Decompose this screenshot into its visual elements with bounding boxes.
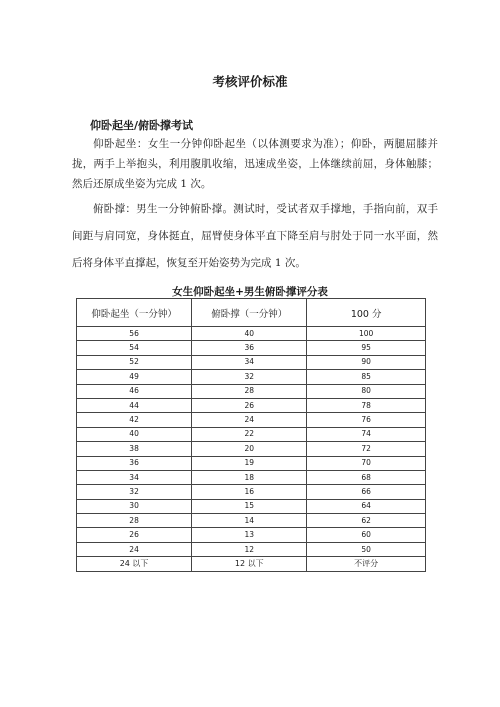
cell-situps: 34 [77, 470, 192, 484]
table-row [77, 514, 426, 528]
cell-score: 78 [307, 398, 426, 412]
cell-pushups: 12 以下 [192, 557, 307, 572]
cell-score: 68 [307, 470, 426, 484]
cell-pushups: 16 [192, 485, 307, 499]
cell-pushups: 34 [192, 355, 307, 369]
cell-pushups: 24 [192, 413, 307, 427]
cell-pushups: 36 [192, 341, 307, 355]
cell-situps: 30 [77, 499, 192, 513]
cell-score: 76 [307, 413, 426, 427]
cell-pushups: 28 [192, 384, 307, 398]
cell-situps: 46 [77, 384, 192, 398]
cell-score: 70 [307, 456, 426, 470]
header-pushups: 俯卧撑（一分钟） [192, 299, 307, 327]
table-row [77, 355, 426, 369]
table-row [77, 456, 426, 470]
cell-pushups: 22 [192, 427, 307, 441]
table-title: 女生仰卧起坐+男生俯卧撑评分表 [172, 286, 328, 298]
cell-score: 74 [307, 427, 426, 441]
table-row [77, 470, 426, 484]
cell-pushups: 26 [192, 398, 307, 412]
cell-situps: 54 [77, 341, 192, 355]
header-situps: 仰卧起坐（一分钟） [77, 299, 192, 327]
cell-situps: 56 [77, 327, 192, 341]
score-table [76, 298, 426, 572]
cell-pushups: 19 [192, 456, 307, 470]
table-row [77, 341, 426, 355]
cell-situps: 42 [77, 413, 192, 427]
cell-score: 72 [307, 442, 426, 456]
cell-situps: 49 [77, 370, 192, 384]
cell-pushups: 15 [192, 499, 307, 513]
cell-situps: 52 [77, 355, 192, 369]
table-row [77, 398, 426, 412]
cell-situps: 44 [77, 398, 192, 412]
table-row [77, 327, 426, 341]
score-table-body [77, 327, 426, 572]
table-row [77, 413, 426, 427]
cell-situps: 36 [77, 456, 192, 470]
cell-pushups: 32 [192, 370, 307, 384]
cell-situps: 40 [77, 427, 192, 441]
cell-score: 不评分 [307, 557, 426, 572]
pushup-description: 俯卧撑：男生一分钟俯卧撑。测试时，受试者双手撑地，手指向前，双手间距与肩同宽，身体挺直，屈臂使身体平直下降至肩与肘处于同一水平面，然后将身体平直撑起，恢复至开始姿势为完成 1 次。 [72, 203, 438, 269]
table-row [77, 442, 426, 456]
cell-pushups: 13 [192, 528, 307, 542]
cell-score: 95 [307, 341, 426, 355]
cell-situps: 24 以下 [77, 557, 192, 572]
cell-situps: 24 [77, 542, 192, 556]
section-heading: 仰卧起坐/俯卧撑考试 [90, 119, 194, 132]
cell-situps: 38 [77, 442, 192, 456]
cell-pushups: 40 [192, 327, 307, 341]
cell-score: 80 [307, 384, 426, 398]
cell-score: 60 [307, 528, 426, 542]
cell-pushups: 18 [192, 470, 307, 484]
header-score: 100 分 [307, 299, 426, 327]
cell-score: 85 [307, 370, 426, 384]
table-row [77, 499, 426, 513]
cell-pushups: 12 [192, 542, 307, 556]
situp-description: 仰卧起坐：女生一分钟仰卧起坐（以体测要求为准）；仰卧，两腿屈膝并拢，两手上举抱头，利用腹肌收缩，迅速成坐姿，上体继续前屈，身体触膝；然后还原成坐姿为完成 1 次。 [72, 138, 438, 190]
table-row [77, 557, 426, 572]
table-row [77, 427, 426, 441]
table-row [77, 485, 426, 499]
cell-situps: 28 [77, 514, 192, 528]
cell-score: 50 [307, 542, 426, 556]
table-header-row [77, 299, 426, 327]
page-title: 考核评价标准 [212, 74, 288, 89]
table-row [77, 370, 426, 384]
cell-score: 100 [307, 327, 426, 341]
cell-pushups: 14 [192, 514, 307, 528]
table-row [77, 384, 426, 398]
cell-score: 90 [307, 355, 426, 369]
cell-pushups: 20 [192, 442, 307, 456]
cell-score: 62 [307, 514, 426, 528]
cell-score: 64 [307, 499, 426, 513]
cell-situps: 26 [77, 528, 192, 542]
table-row [77, 528, 426, 542]
cell-situps: 32 [77, 485, 192, 499]
table-row [77, 542, 426, 556]
cell-score: 66 [307, 485, 426, 499]
